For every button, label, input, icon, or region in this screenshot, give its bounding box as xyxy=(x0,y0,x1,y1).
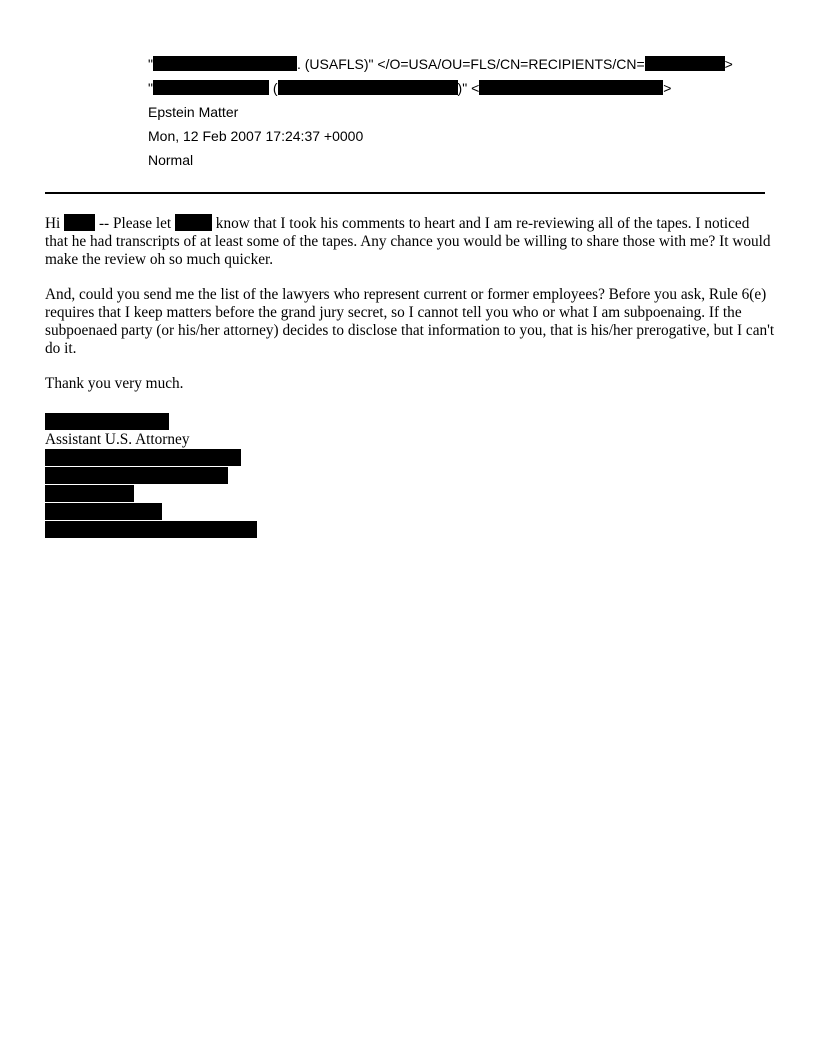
redaction-block xyxy=(153,80,269,95)
to-open-quote: " xyxy=(148,80,153,96)
to-close: > xyxy=(663,80,672,96)
header-divider xyxy=(45,192,765,194)
redaction-block xyxy=(45,521,257,538)
redaction-block xyxy=(645,56,725,71)
from-open-quote: " xyxy=(148,56,153,72)
redaction-block xyxy=(45,449,241,466)
redaction-block xyxy=(45,413,169,430)
redaction-block xyxy=(153,56,297,71)
subject-value: Epstein Matter xyxy=(148,104,239,120)
redaction-block xyxy=(45,485,134,502)
redaction-block xyxy=(64,214,95,231)
redaction-block xyxy=(175,214,212,231)
from-address-text: . (USAFLS)" </O=USA/OU=FLS/CN=RECIPIENTS/CN= xyxy=(296,56,645,72)
paragraph-text: -- Please let xyxy=(95,215,175,232)
greeting-text: Hi xyxy=(45,215,65,232)
redaction-block xyxy=(479,80,663,95)
paragraph-text: know that I took his comments to heart and I am re-reviewing all of the tapes. I noticed that he had transcripts of at least some of the tapes. Any chance you would be willing to share those with me? It would make the review oh so much quicker. xyxy=(45,215,771,268)
paragraph: And, could you send me the list of the lawyers who represent current or former employees? Before you ask, Rule 6(e) requires that I keep matters before the grand jury secret, so I cannot tell you who or what I am subpoenaing. If the subpoenaed party (or his/her attorney) decides to disclose that information to you, that is his/her prerogative, but I can't do it. xyxy=(45,286,775,357)
redaction-block xyxy=(278,80,458,95)
from-value xyxy=(148,55,733,73)
message-body xyxy=(45,214,775,410)
from-close: > xyxy=(724,56,733,72)
redaction-block xyxy=(45,503,162,520)
importance-value: Normal xyxy=(148,152,194,168)
paragraph xyxy=(45,214,775,269)
date-value: Mon, 12 Feb 2007 17:24:37 +0000 xyxy=(148,128,364,144)
signature-title: Assistant U.S. Attorney xyxy=(45,431,190,448)
paragraph: Thank you very much. xyxy=(45,375,184,392)
to-address-text: )" < xyxy=(457,80,480,96)
redaction-block xyxy=(45,467,228,484)
to-paren: ( xyxy=(268,80,278,96)
to-value xyxy=(148,79,671,97)
